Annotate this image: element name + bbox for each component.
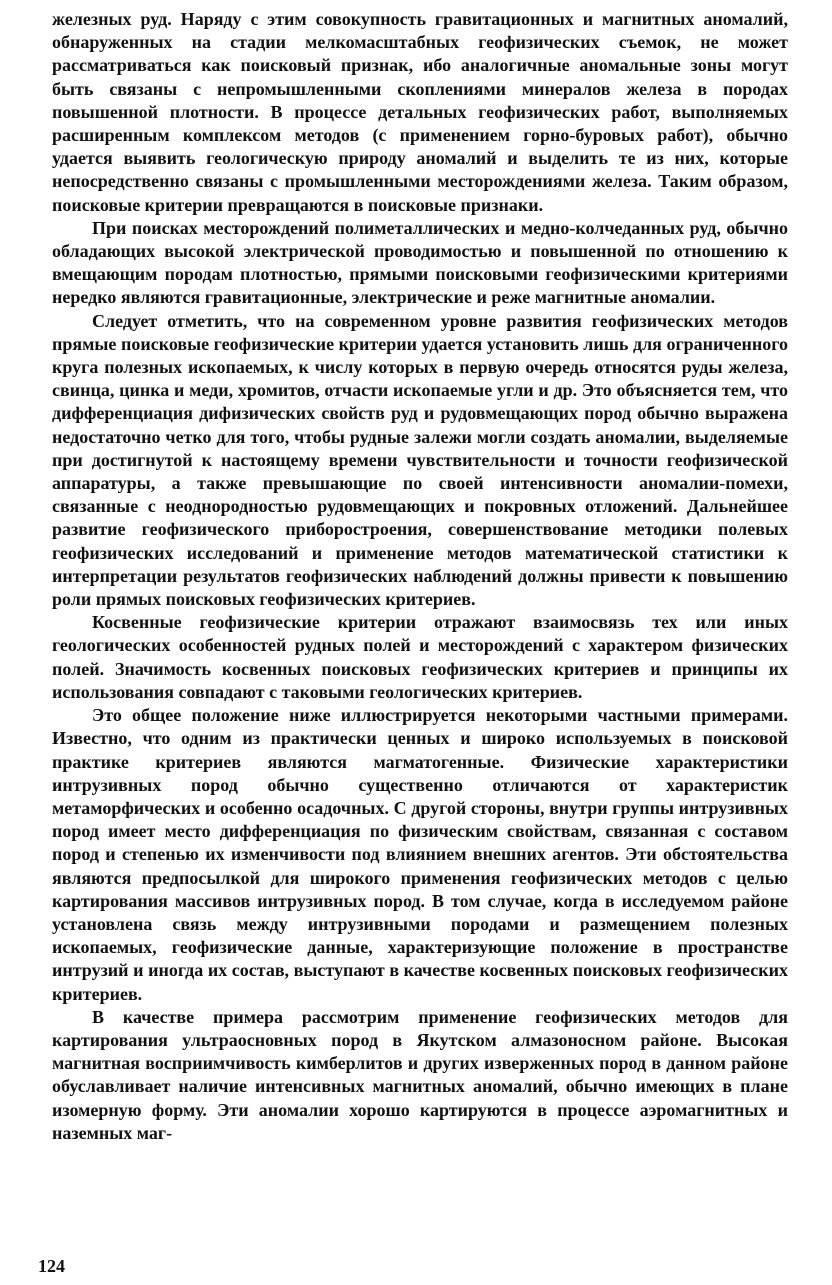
paragraph-1: железных руд. Наряду с этим совокупность гравитационных и магнитных аномалий, обнаруженных на стадии мелкомасштабных геофизических съемок, не может рассматриваться как поисковый признак, ибо аналогичные аномальные зоны могут быть связаны с непромышленными скоплениями минералов железа в породах повышенной плотности. В процессе детальных геофизических работ, выполняемых расширенным комплексом методов (с применением горно-буровых работ), обычно удается выявить геологическую природу аномалий и выделить те из них, которые непосредственно связаны с промышленными месторождениями железа. Таким образом, поисковые критерии превращаются в поисковые признаки. bbox=[52, 9, 788, 215]
paragraph-6: В качестве примера рассмотрим применение геофизических методов для картирования ультраосновных пород в Якутском алмазоносном районе. Высокая магнитная восприимчивость кимберлитов и других изверженных пород в данном районе обуславливает наличие интенсивных магнитных аномалий, обычно имеющих в плане изомерную форму. Эти аномалии хорошо картируются в процессе аэромагнитных и наземных маг- bbox=[52, 1006, 788, 1143]
page-number: 124 bbox=[38, 1256, 65, 1276]
page-body bbox=[52, 8, 788, 1145]
paragraph-2: При поисках месторождений полиметаллических и медно-колчеданных руд, обычно обладающих высокой электрической проводимостью и повышенной по отношению к вмещающим породам плотностью, прямыми поисковыми геофизическими критериями нередко являются гравитационные, электрические и реже магнитные аномалии. bbox=[52, 217, 788, 308]
paragraph-3: Следует отметить, что на современном уровне развития геофизических методов прямые поисковые геофизические критерии удается установить лишь для ограниченного круга полезных ископаемых, к числу которых в первую очередь относятся руды железа, свинца, цинка и меди, хромитов, отчасти ископаемые угли и др. Это объясняется тем, что дифференциация дифизических свойств руд и рудовмещающих пород обычно выражена недостаточно четко для того, чтобы рудные залежи могли создать аномалии, выделяемые при достигнутой к настоящему времени чувствительности и точности геофизической аппаратуры, а также превышающие по своей интенсивности аномалии-помехи, связанные с неоднородностью рудовмещающих и покровных отложений. Дальнейшее развитие геофизического приборостроения, совершенствование методики полевых геофизических исследований и применение методов математической статистики к интерпретации результатов геофизических наблюдений должны привести к повышению роли прямых поисковых геофизических критериев. bbox=[52, 310, 788, 610]
paragraph-5: Это общее положение ниже иллюстрируется некоторыми частными примерами. Известно, что одним из практически ценных и широко используемых в поисковой практике критериев являются магматогенные. Физические характеристики интрузивных пород обычно существенно отличаются от характеристик метаморфических и особенно осадочных. С другой стороны, внутри группы интрузивных пород имеет место дифференциация по физическим свойствам, связанная с составом пород и степенью их изменчивости под влиянием внешних агентов. Эти обстоятельства являются предпосылкой для широкого применения геофизических методов с целью картирования массивов интрузивных пород. В том случае, когда в исследуемом районе установлена связь между интрузивными породами и размещением полезных ископаемых, геофизические данные, характеризующие положение в пространстве интрузий и иногда их состав, выступают в качестве косвенных поисковых геофизических критериев. bbox=[52, 705, 788, 1004]
paragraph-4: Косвенные геофизические критерии отражают взаимосвязь тех или иных геологических особенностей рудных полей и месторождений с характером физических полей. Значимость косвенных поисковых геофизических критериев и принципы их использования совпадают с таковыми геологических критериев. bbox=[52, 612, 788, 702]
